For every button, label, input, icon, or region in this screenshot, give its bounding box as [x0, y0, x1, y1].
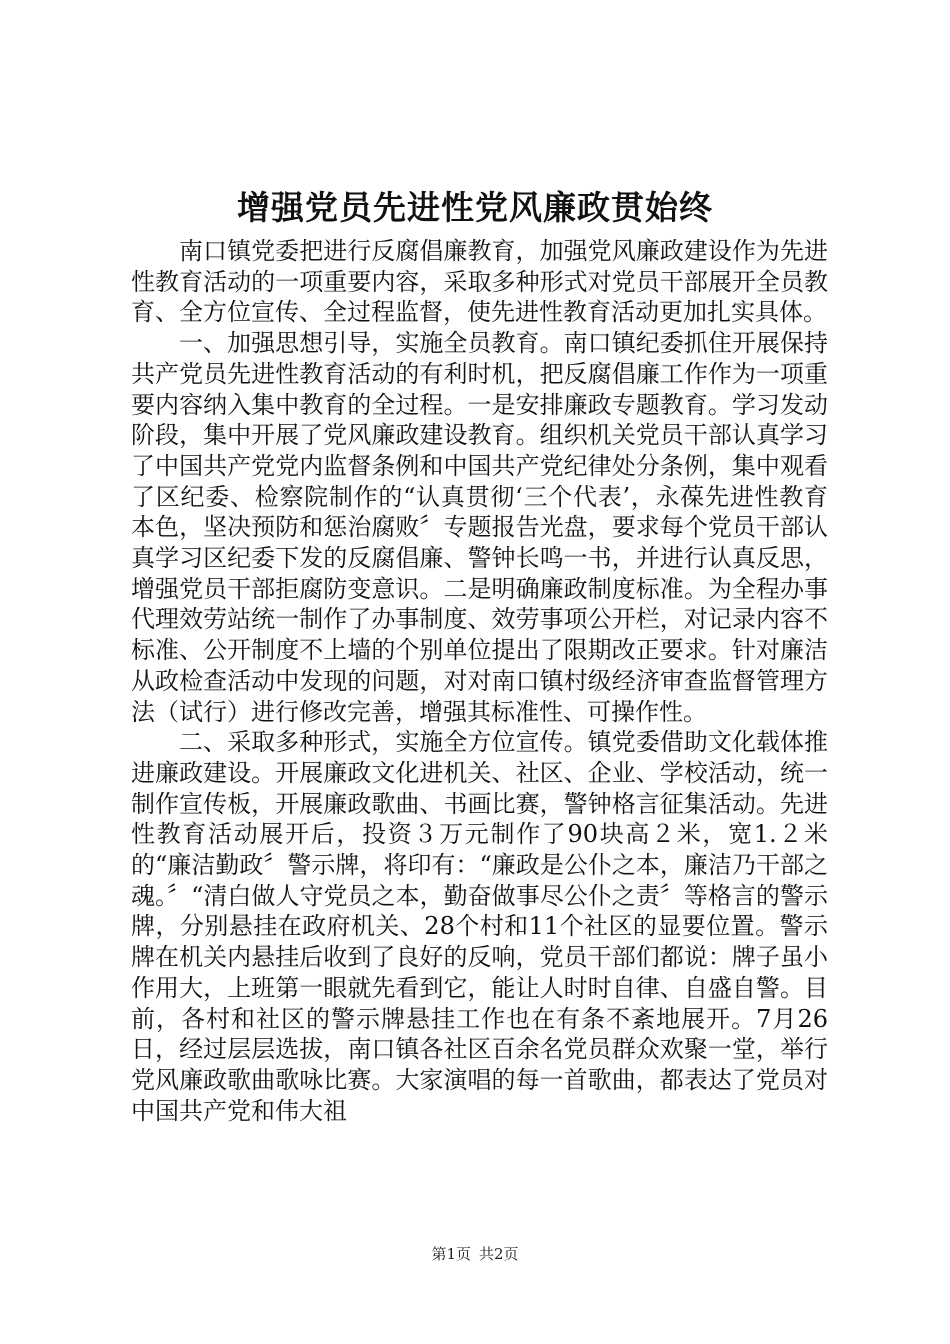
paragraph-section-one: 一、加强思想引导，实施全员教育。南口镇纪委抓住开展保持共产党员先进性教育活动的有利时机，把反腐倡廉工作作为一项重要内容纳入集中教育的全过程。一是安排廉政专题教育。学习发动阶段，集中开展了党风廉政建设教育。组织机关党员干部认真学习了中国共产党党内监督条例和中国共产党纪律处分条例，集中观看了区纪委、检察院制作的“认真贯彻‘三个代表’，永葆先进性教育本色，坚决预防和惩治腐败〞专题报告光盘，要求每个党员干部认真学习区纪委下发的反腐倡廉、警钟长鸣一书，并进行认真反思，增强党员干部拒腐防变意识。二是明确廉政制度标准。为全程办事代理效劳站统一制作了办事制度、效劳事项公开栏，对记录内容不标准、公开制度不上墙的个别单位提出了限期改正要求。针对廉洁从政检查活动中发现的问题，对对南口镇村级经济审查监督管理方法（试行）进行修改完善，增强其标准性、可操作性。 [131, 329, 828, 726]
page-footer [0, 1244, 950, 1264]
document-title: 增强党员先进性党风廉政贯始终 [237, 188, 713, 227]
paragraph-intro: 南口镇党委把进行反腐倡廉教育，加强党风廉政建设作为先进性教育活动的一项重要内容，采取多种形式对党员干部展开全员教育、全方位宣传、全过程监督，使先进性教育活动更加扎实具体。 [131, 237, 828, 327]
paragraph-section-two: 二、采取多种形式，实施全方位宣传。镇党委借助文化载体推进廉政建设。开展廉政文化进机关、社区、企业、学校活动，统一制作宣传板，开展廉政歌曲、书画比赛，警钟格言征集活动。先进性教育活动展开后，投资３万元制作了90块高２米，宽1.２米的“廉洁勤政〞警示牌，将印有：“廉政是公仆之本，廉洁乃干部之魂。〞“清白做人守党员之本，勤奋做事尽公仆之责〞等格言的警示牌，分别悬挂在政府机关、28个村和11个社区的显要位置。警示牌在机关内悬挂后收到了良好的反响，党员干部们都说：牌子虽小作用大，上班第一眼就先看到它，能让人时时自律、自盛自警。目前，各村和社区的警示牌悬挂工作也在有条不紊地展开。7月26日，经过层层选拔，南口镇各社区百余名党员群众欢聚一堂，举行党风廉政歌曲歌咏比赛。大家演唱的每一首歌曲，都表达了党员对中国共产党和伟大祖 [131, 728, 828, 1125]
document-body [131, 236, 828, 1126]
page-number: 第1页 [431, 1245, 471, 1263]
page-total: 共2页 [479, 1245, 519, 1263]
